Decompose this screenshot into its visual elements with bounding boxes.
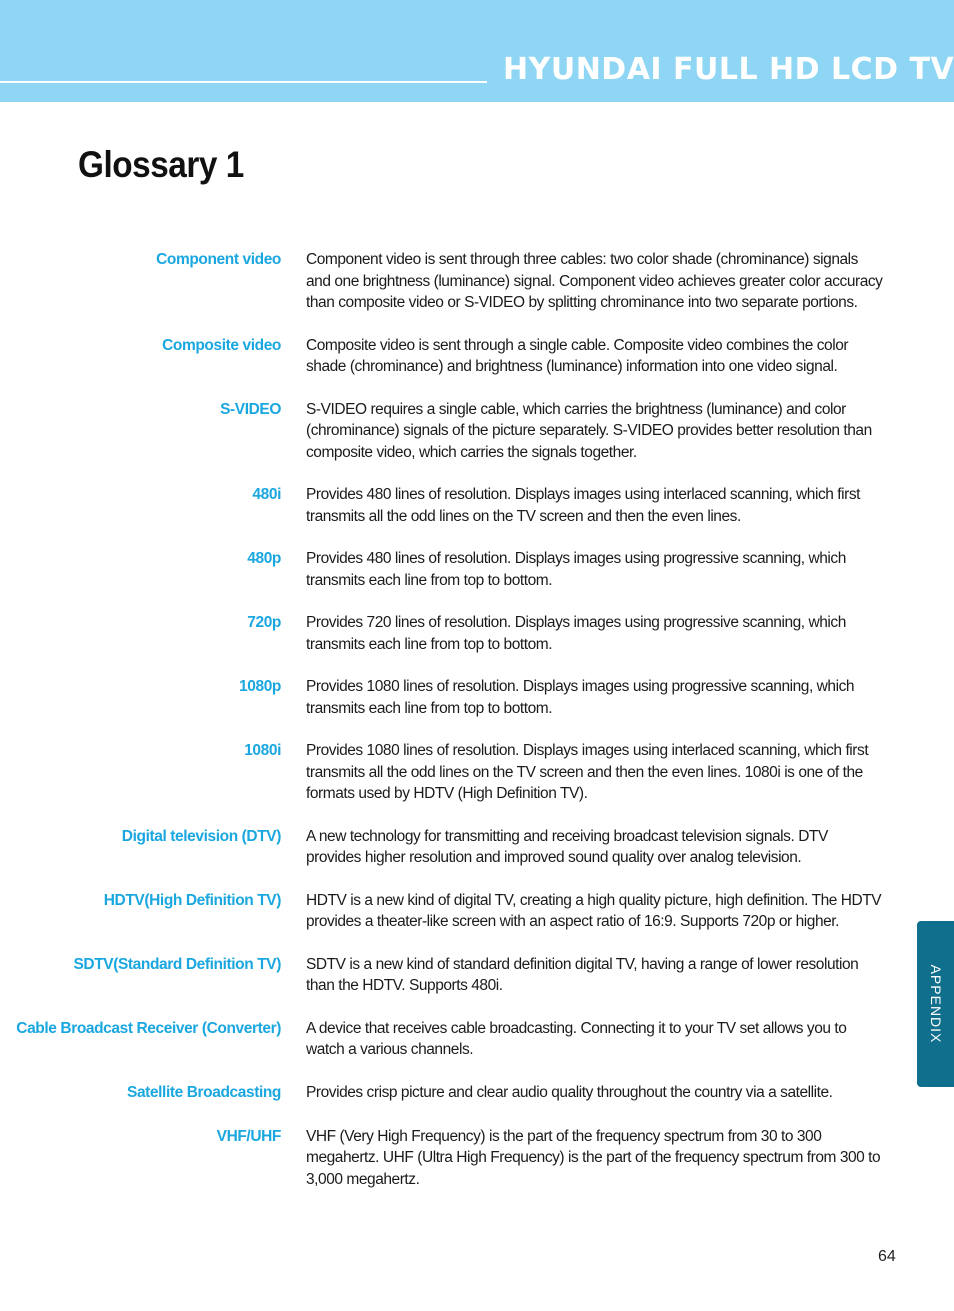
glossary-definition: Provides crisp picture and clear audio quality throughout the country via a satellite. [306, 1083, 833, 1101]
glossary-definition: Provides 1080 lines of resolution. Displays images using interlaced scanning, which first transmits all the odd lines on the TV screen and then the even lines. 1080i is one of the formats used by HDTV (High Definition TV). [306, 742, 869, 802]
glossary-definition: VHF (Very High Frequency) is the part of the frequency spectrum from 30 to 300 megahertz. UHF (Ultra High Frequency) is the part of the frequency spectrum from 300 to 3,000 megahertz. [306, 1127, 881, 1188]
glossary-entry [0, 248, 954, 314]
header-band [0, 0, 954, 102]
glossary-term: Digital television (DTV) [121, 827, 281, 845]
glossary-entry [0, 547, 954, 591]
glossary-entry [0, 1017, 954, 1061]
glossary-term: VHF/UHF [216, 1127, 281, 1145]
header-title: HYUNDAI FULL HD LCD TV [503, 52, 954, 87]
glossary-definition: HDTV is a new kind of digital TV, creating a high quality picture, high definition. The HDTV provides a theater-like screen with an aspect ratio of 16:9. Supports 720p or higher. [306, 891, 882, 930]
glossary-entry [0, 889, 954, 933]
glossary-entry [0, 483, 954, 527]
glossary-term: SDTV(Standard Definition TV) [73, 955, 281, 973]
glossary-definition: Component video is sent through three cables: two color shade (chrominance) signals and one brightness (luminance) signal. Component video achieves greater color accuracy than composite video or S-VIDEO by splitting chrominance into two separate portions. [306, 251, 883, 311]
glossary-term: 720p [247, 614, 281, 631]
header-rule [0, 81, 487, 83]
glossary-definition: SDTV is a new kind of standard definition digital TV, having a range of lower resolution than the HDTV. Supports 480i. [306, 955, 859, 994]
glossary-term: Composite video [162, 336, 281, 354]
glossary-list [0, 248, 954, 1210]
glossary-entry [0, 953, 954, 997]
glossary-definition: A device that receives cable broadcasting. Connecting it to your TV set allows you to watch a various channels. [306, 1019, 847, 1058]
glossary-entry [0, 675, 954, 719]
glossary-definition: S-VIDEO requires a single cable, which carries the brightness (luminance) and color (chrominance) signals of the picture separately. S-VIDEO provides better resolution than composite video, which carries the signals together. [306, 400, 872, 461]
glossary-term: 1080i [244, 742, 281, 759]
glossary-term: Satellite Broadcasting [127, 1083, 281, 1101]
glossary-term: 480i [252, 486, 281, 503]
side-tab-label: APPENDIX [927, 964, 944, 1044]
glossary-entry [0, 398, 954, 464]
glossary-entry [0, 334, 954, 378]
glossary-term: S-VIDEO [220, 400, 281, 418]
glossary-term: HDTV(High Definition TV) [103, 891, 281, 909]
glossary-term: 1080p [239, 678, 281, 695]
glossary-definition: A new technology for transmitting and receiving broadcast television signals. DTV provides higher resolution and improved sound quality over analog television. [306, 827, 828, 866]
glossary-definition: Provides 720 lines of resolution. Displays images using progressive scanning, which transmits each line from top to bottom. [306, 614, 846, 653]
glossary-term: Cable Broadcast Receiver (Converter) [16, 1019, 281, 1037]
glossary-entry [0, 1125, 954, 1191]
appendix-side-tab [917, 921, 954, 1087]
glossary-entry [0, 1081, 954, 1105]
glossary-definition: Provides 480 lines of resolution. Displays images using progressive scanning, which transmits each line from top to bottom. [306, 550, 846, 589]
glossary-term: 480p [247, 550, 281, 567]
glossary-definition: Composite video is sent through a single cable. Composite video combines the color shade (chrominance) and brightness (luminance) information into one video signal. [306, 336, 849, 375]
glossary-term: Component video [156, 251, 281, 268]
glossary-entry [0, 611, 954, 655]
glossary-definition: Provides 480 lines of resolution. Displays images using interlaced scanning, which first transmits all the odd lines on the TV screen and then the even lines. [306, 486, 861, 525]
page-title: Glossary 1 [78, 144, 244, 185]
glossary-entry [0, 825, 954, 869]
page-number: 64 [878, 1248, 896, 1265]
glossary-entry [0, 739, 954, 805]
glossary-definition: Provides 1080 lines of resolution. Displays images using progressive scanning, which transmits each line from top to bottom. [306, 678, 855, 717]
